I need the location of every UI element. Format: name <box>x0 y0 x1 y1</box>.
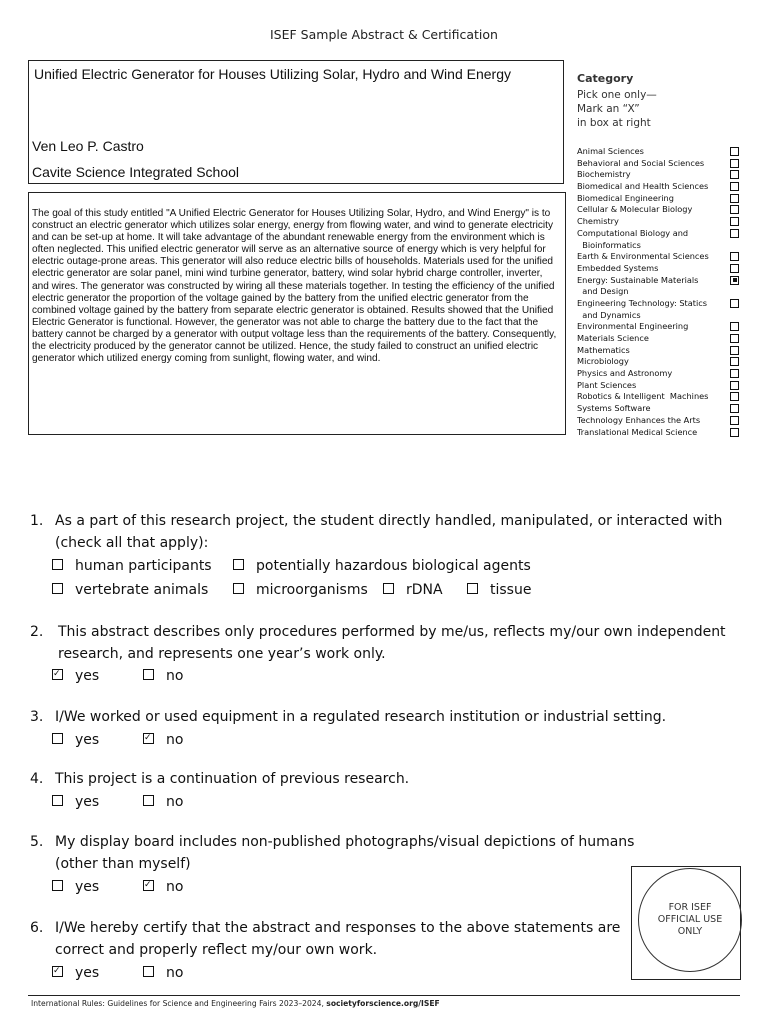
checkbox[interactable] <box>52 583 63 594</box>
category-item[interactable] <box>577 333 739 345</box>
checkbox-checked[interactable] <box>52 966 63 977</box>
category-checkbox[interactable] <box>730 170 739 179</box>
category-item[interactable] <box>577 380 739 392</box>
option-label: no <box>166 965 184 981</box>
category-label: Animal Sciences <box>577 146 644 156</box>
category-checkbox[interactable] <box>730 182 739 191</box>
question-number: 5. <box>30 834 44 850</box>
category-label: Physics and Astronomy <box>577 368 673 379</box>
category-item[interactable] <box>577 158 739 170</box>
category-label: Biomedical and Health Sciences <box>577 181 709 192</box>
category-label: Engineering Technology: Statics and Dynamics <box>577 297 708 320</box>
category-item[interactable] <box>577 391 739 403</box>
official-use-text: FOR ISEF OFFICIAL USE ONLY <box>657 902 723 937</box>
checkbox[interactable] <box>52 733 63 744</box>
category-item[interactable] <box>577 321 739 333</box>
category-checkbox[interactable] <box>730 229 739 238</box>
page-header: ISEF Sample Abstract & Certification <box>270 27 498 42</box>
category-label: Systems Software <box>577 403 651 414</box>
question-text: As a part of this research project, the student directly handled, manipulated, or interacted with (check all that apply): <box>55 513 723 551</box>
category-label: Plant Sciences <box>577 379 637 390</box>
checkbox[interactable] <box>233 583 244 594</box>
project-title: Unified Electric Generator for Houses Utilizing Solar, Hydro and Wind Energy <box>34 66 511 82</box>
category-checkbox[interactable] <box>730 369 739 378</box>
option-label: yes <box>75 794 100 810</box>
category-checkbox[interactable] <box>730 147 739 156</box>
category-item[interactable] <box>577 298 739 321</box>
category-item[interactable] <box>577 251 739 263</box>
category-item[interactable] <box>577 146 739 158</box>
option-label: rDNA <box>406 582 443 598</box>
footer-link[interactable]: societyforscience.org/ISEF <box>326 999 440 1008</box>
question-text: My display board includes non-published photographs/visual depictions of humans (other than myself) <box>55 834 635 872</box>
checkbox[interactable] <box>143 966 154 977</box>
question-text: I/We hereby certify that the abstract and responses to the above statements are correct and properly reflect my/our own work. <box>55 920 621 958</box>
category-checkbox[interactable] <box>730 159 739 168</box>
option-no[interactable] <box>143 877 183 897</box>
category-item[interactable] <box>577 368 739 380</box>
category-item[interactable] <box>577 415 739 427</box>
category-label: Computational Biology and Bioinformatics <box>577 227 689 250</box>
option-yes[interactable] <box>52 877 99 897</box>
option-no[interactable] <box>143 666 183 686</box>
category-item[interactable] <box>577 193 739 205</box>
author-name: Ven Leo P. Castro <box>32 138 144 154</box>
option-label: yes <box>75 965 100 981</box>
option-no[interactable] <box>143 963 183 983</box>
footer-rule <box>28 995 740 996</box>
option-label: vertebrate animals <box>75 582 209 598</box>
category-item[interactable] <box>577 345 739 357</box>
category-checkbox[interactable] <box>730 357 739 366</box>
option-yes[interactable] <box>52 963 99 983</box>
category-item[interactable] <box>577 228 739 251</box>
category-label: Materials Science <box>577 333 649 344</box>
category-item[interactable] <box>577 427 739 439</box>
question-number: 1. <box>30 513 44 529</box>
category-label: Biochemistry <box>577 169 631 180</box>
checkbox[interactable] <box>383 583 394 594</box>
option-label: microorganisms <box>256 582 368 598</box>
question-number: 4. <box>30 771 44 787</box>
category-label: Cellular & Molecular Biology <box>577 204 693 215</box>
category-label: Environmental Engineering <box>577 321 689 332</box>
category-checkbox[interactable] <box>730 322 739 331</box>
footer-text: International Rules: Guidelines for Science and Engineering Fairs 2023–2024, <box>31 999 327 1008</box>
question-number: 3. <box>30 709 44 725</box>
question-number: 6. <box>30 920 44 936</box>
option-microorganisms[interactable] <box>233 580 368 600</box>
category-checkbox[interactable] <box>730 217 739 226</box>
option-no[interactable] <box>143 730 183 750</box>
checkbox[interactable] <box>52 559 63 570</box>
category-checkbox[interactable] <box>730 416 739 425</box>
option-tissue[interactable] <box>467 580 531 600</box>
question-text: This abstract describes only procedures performed by me/us, reflects my/our own independent research, and represents one year’s work only. <box>58 624 726 662</box>
abstract-text: The goal of this study entitled "A Unified Electric Generator for Houses Utilizing Solar, Hydro, and Wind Energy" is to construct an electric generator which utilizes solar energy, energy from flowing water, and wind to generate electricity and can be set-up at home. It will take advantage of the abundant renewable energy from the environment which is often neglected. This unified electric generator will serve as an alternative source of energy which is very helpful for electric outage-prone areas. This generator will also reduce electric bills of households. Materials used for the unified electric generator are solar panel, mini wind turbine generator, battery, wind solar hybrid charge controller, inverter, and wires. The generator was constructed by wiring all these materials together. In testing the efficiency of the unified electric generator the proportion of the voltage gained by the battery from the unified electric generator from the combined voltage gained by the battery from separate electric generator is obtained. Results showed that the Unified Electric Generator is functional. However, the generator was not able to charge the battery due to the fact that the battery cannot be charged by a generator with output voltage less than the requirements of the battery. Consequently, the electricity produced by the generator cannot be utilized. Hence, the study failed to construct an unified electric generator which utilized energy coming from sunlight, flowing water, and wind. <box>32 208 557 365</box>
category-checkbox[interactable] <box>730 404 739 413</box>
abstract-box <box>28 192 566 435</box>
category-label: Energy: Sustainable Materials and Design <box>577 274 699 297</box>
option-label: no <box>166 879 184 895</box>
category-item[interactable] <box>577 169 739 181</box>
option-label: tissue <box>490 582 532 598</box>
category-checkbox[interactable] <box>730 205 739 214</box>
category-label: Chemistry <box>577 216 619 227</box>
option-label: potentially hazardous biological agents <box>256 558 531 574</box>
option-label: no <box>166 794 184 810</box>
category-label: Technology Enhances the Arts <box>577 414 701 425</box>
category-item[interactable] <box>577 275 739 298</box>
category-checkbox[interactable] <box>730 252 739 261</box>
category-checkbox[interactable] <box>730 194 739 203</box>
category-checkbox[interactable] <box>730 346 739 355</box>
school-name: Cavite Science Integrated School <box>32 164 240 180</box>
category-checkbox[interactable] <box>730 334 739 343</box>
option-human-participants[interactable] <box>52 556 212 576</box>
category-item[interactable] <box>577 204 739 216</box>
checkbox-checked[interactable] <box>143 733 154 744</box>
checkbox[interactable] <box>52 795 63 806</box>
category-label: Biomedical Engineering <box>577 192 674 203</box>
checkbox[interactable] <box>467 583 478 594</box>
category-item[interactable] <box>577 216 739 228</box>
category-checkbox[interactable] <box>730 392 739 401</box>
category-label: Robotics & Intelligent Machines <box>577 391 709 402</box>
option-label: no <box>166 732 184 748</box>
question-text: This project is a continuation of previous research. <box>55 771 410 787</box>
option-label: yes <box>75 879 100 895</box>
category-item[interactable] <box>577 403 739 415</box>
checkbox-checked[interactable] <box>143 880 154 891</box>
footer <box>31 999 440 1008</box>
option-rdna[interactable] <box>383 580 443 600</box>
category-instructions: Pick one only— Mark an “X” in box at right <box>577 89 657 129</box>
option-yes[interactable] <box>52 792 99 812</box>
checkbox-checked[interactable] <box>52 669 63 680</box>
category-label: Embedded Systems <box>577 262 659 273</box>
category-checkbox-marked[interactable] <box>730 276 739 285</box>
option-yes[interactable] <box>52 666 99 686</box>
category-checkbox[interactable] <box>730 264 739 273</box>
category-checkbox[interactable] <box>730 299 739 308</box>
category-label: Translational Medical Science <box>577 426 698 437</box>
category-heading: Category <box>577 72 634 85</box>
category-label: Behavioral and Social Sciences <box>577 157 705 168</box>
category-checkbox[interactable] <box>730 428 739 437</box>
question-number: 2. <box>30 624 44 640</box>
checkbox[interactable] <box>143 669 154 680</box>
checkbox[interactable] <box>233 559 244 570</box>
option-no[interactable] <box>143 792 183 812</box>
category-label: Mathematics <box>577 344 630 355</box>
category-checkbox[interactable] <box>730 381 739 390</box>
option-vertebrate-animals[interactable] <box>52 580 208 600</box>
option-label: yes <box>75 668 100 684</box>
option-yes[interactable] <box>52 730 99 750</box>
checkbox[interactable] <box>143 795 154 806</box>
checkbox[interactable] <box>52 880 63 891</box>
category-item[interactable] <box>577 263 739 275</box>
option-label: human participants <box>75 558 212 574</box>
category-item[interactable] <box>577 356 739 368</box>
option-label: yes <box>75 732 100 748</box>
category-label: Microbiology <box>577 356 629 367</box>
category-list <box>577 146 739 438</box>
option-label: no <box>166 668 184 684</box>
option-hazardous-biological-agents[interactable] <box>233 556 531 576</box>
category-item[interactable] <box>577 181 739 193</box>
question-text: I/We worked or used equipment in a regulated research institution or industrial setting. <box>55 709 667 725</box>
category-label: Earth & Environmental Sciences <box>577 251 709 262</box>
